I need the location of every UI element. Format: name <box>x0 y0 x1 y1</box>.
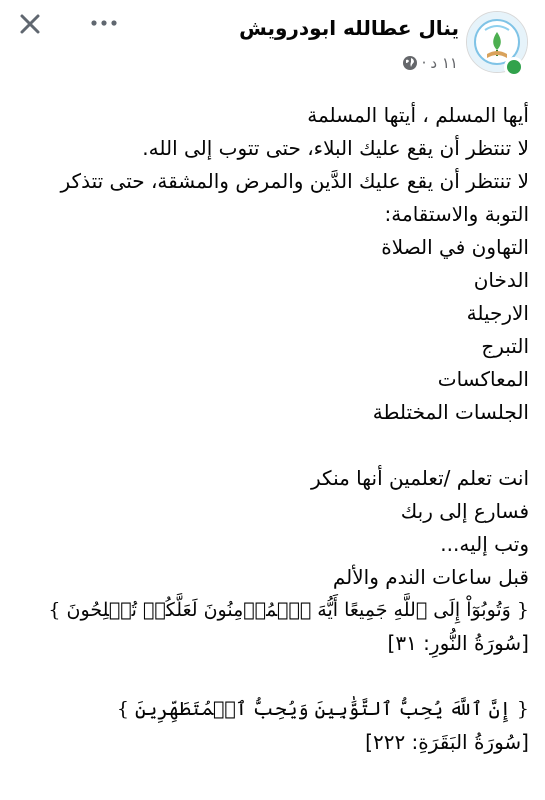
more-horizontal-icon <box>90 19 118 27</box>
more-options-button[interactable] <box>86 10 122 36</box>
close-button[interactable] <box>14 8 46 40</box>
quran-verse: { إِنَّ ٱللَّهَ يُحِبُّ ٱلتَّوَّٰبِينَ وَيُحِبُّ ٱلۡمُتَطَهِّرِينَ } <box>116 698 529 720</box>
close-icon <box>19 13 41 35</box>
verse-reference: [سُورَةُ البَقَرَةِ: ٢٢٢] <box>365 730 529 754</box>
post-line: التهاون في الصلاة <box>381 235 529 259</box>
post-line: فسارع إلى ربك <box>400 499 529 523</box>
post-line: وتب إليه... <box>440 532 529 556</box>
avatar[interactable] <box>466 11 526 71</box>
post-line: الدخان <box>473 268 529 292</box>
quran-verse: { وَتُوبُوٓاْ إِلَى ٱللَّهِ جَمِيعًا أَيُّهَ ٱلۡمُؤۡمِنُونَ لَعَلَّكُمۡ تُفۡلِحُونَ } <box>48 599 529 621</box>
post-line: التوبة والاستقامة: <box>384 202 529 226</box>
post-line: لا تنتظر أن يقع عليك البلاء، حتى تتوب إلى الله. <box>142 136 529 160</box>
post-line: انت تعلم /تعلمين أنها منكر <box>311 466 529 490</box>
post-text <box>14 99 529 759</box>
post-header <box>0 0 545 86</box>
globe-icon[interactable] <box>402 55 418 71</box>
verse-reference: [سُورَةُ النُّورِ: ٣١] <box>387 631 529 655</box>
post-line: أيها المسلم ، أيتها المسلمة <box>307 103 529 127</box>
post-meta <box>402 54 458 72</box>
post-line: لا تنتظر أن يقع عليك الدَّين والمرض والمشقة، حتى تتذكر <box>60 169 529 193</box>
post-line: قبل ساعات الندم والألم <box>332 565 529 589</box>
post-line: التبرج <box>481 334 529 358</box>
online-status-badge <box>504 57 524 77</box>
post-line: الارجيلة <box>466 301 529 325</box>
post-blank-line <box>14 660 529 693</box>
author-name[interactable]: ينال عطالله ابودرويش <box>239 16 459 40</box>
post-line: المعاكسات <box>437 367 529 391</box>
post-line: الجلسات المختلطة <box>372 400 529 424</box>
post-timestamp[interactable]: ١١ د <box>430 54 458 72</box>
post-blank-line <box>14 429 529 462</box>
meta-separator: · <box>421 54 427 72</box>
